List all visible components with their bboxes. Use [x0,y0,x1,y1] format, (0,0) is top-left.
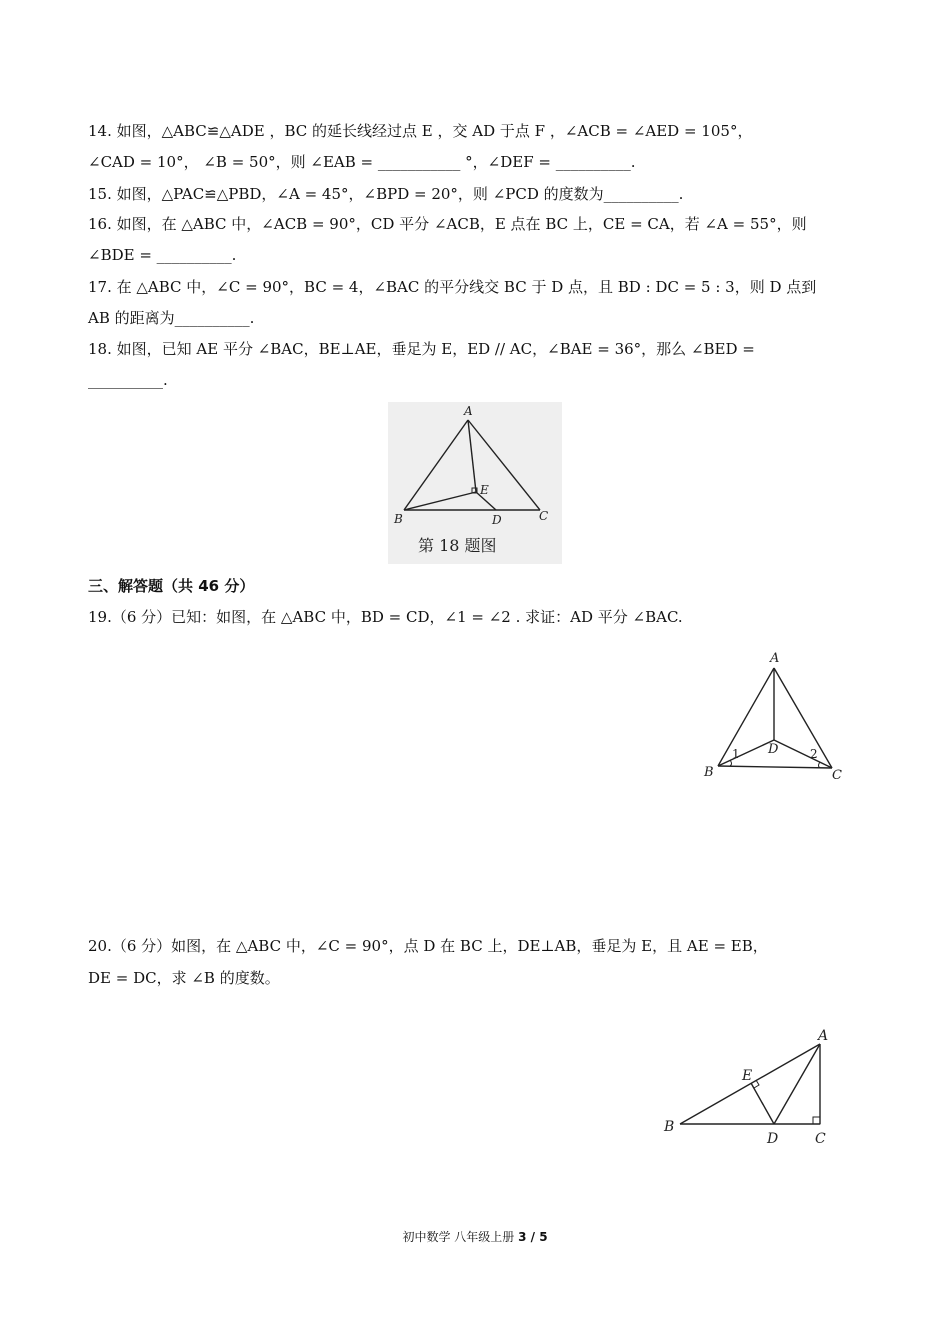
label-C: C [832,768,842,783]
label-D: D [492,513,502,527]
label-D: D [768,742,779,757]
label-C: C [539,509,549,523]
label-1: 1 [732,747,740,761]
right-angle-mark-C [813,1117,820,1124]
figure-18-caption: 第 18 题图 [418,536,497,555]
segment-AB [718,668,774,766]
question-15: 15. 如图，△PAC≌△PBD，∠A = 45°，∠BPD = 20°，则 ∠PCD 的度数为__________. [88,185,684,203]
segment-AD [774,1044,820,1124]
label-D: D [767,1131,779,1147]
label-E: E [480,483,489,497]
label-B: B [394,512,403,526]
section-3-heading: 三、解答题（共 46 分） [88,577,255,595]
segment-BD [718,740,774,766]
figure-19 [700,648,850,788]
segment-AC [468,420,540,510]
segment-DE [751,1083,774,1124]
question-18-line-1: 18. 如图，已知 AE 平分 ∠BAC，BE⊥AE，垂足为 E，ED // AC，∠BAE = 36°，那么 ∠BED = [88,340,755,358]
figure-18-diagram [388,402,562,564]
question-20-line-2: DE = DC，求 ∠B 的度数。 [88,969,280,987]
label-C: C [815,1131,826,1147]
label-B: B [664,1119,675,1135]
question-20-line-1: 20.（6 分）如图，在 △ABC 中，∠C = 90°，点 D 在 BC 上，DE⊥AB，垂足为 E，且 AE = EB， [88,937,768,955]
question-19: 19.（6 分）已知：如图，在 △ABC 中，BD = CD，∠1 = ∠2 . 求证：AD 平分 ∠BAC. [88,608,683,626]
label-2: 2 [810,747,818,761]
label-E: E [742,1068,753,1084]
figure-20 [660,1022,840,1152]
label-A: A [464,404,473,418]
question-18-line-2: __________. [88,371,168,389]
question-16-line-1: 16. 如图，在 △ABC 中，∠ACB = 90°，CD 平分 ∠ACB，E 点在 BC 上，CE = CA，若 ∠A = 55°，则 [88,215,807,233]
question-14-line-2: ∠CAD = 10°， ∠B = 50°，则 ∠EAB = ___________ °，∠DEF = __________. [88,153,636,171]
segment-BC [718,766,832,768]
label-A: A [770,651,780,666]
figure-19-diagram [700,648,850,788]
question-17-line-1: 17. 在 △ABC 中，∠C = 90°，BC = 4，∠BAC 的平分线交 BC 于 D 点，且 BD : DC = 5 : 3，则 D 点到 [88,278,817,296]
question-14-line-1: 14. 如图，△ABC≌△ADE ，BC 的延长线经过点 E ，交 AD 于点 F ，∠ACB = ∠AED = 105°， [88,122,753,140]
question-17-line-2: AB 的距离为__________. [88,309,255,327]
segment-AC [774,668,832,768]
footer-page-number: 3 / 5 [518,1230,548,1244]
question-16-line-2: ∠BDE = __________. [88,246,237,264]
figure-18 [388,402,562,564]
footer-subject: 初中数学 八年级上册 [402,1230,515,1244]
label-B: B [704,765,714,780]
label-A: A [818,1028,829,1044]
segment-AE [468,420,476,492]
figure-20-diagram [660,1022,840,1152]
page-footer [0,1228,950,1245]
segment-AB [680,1044,820,1124]
